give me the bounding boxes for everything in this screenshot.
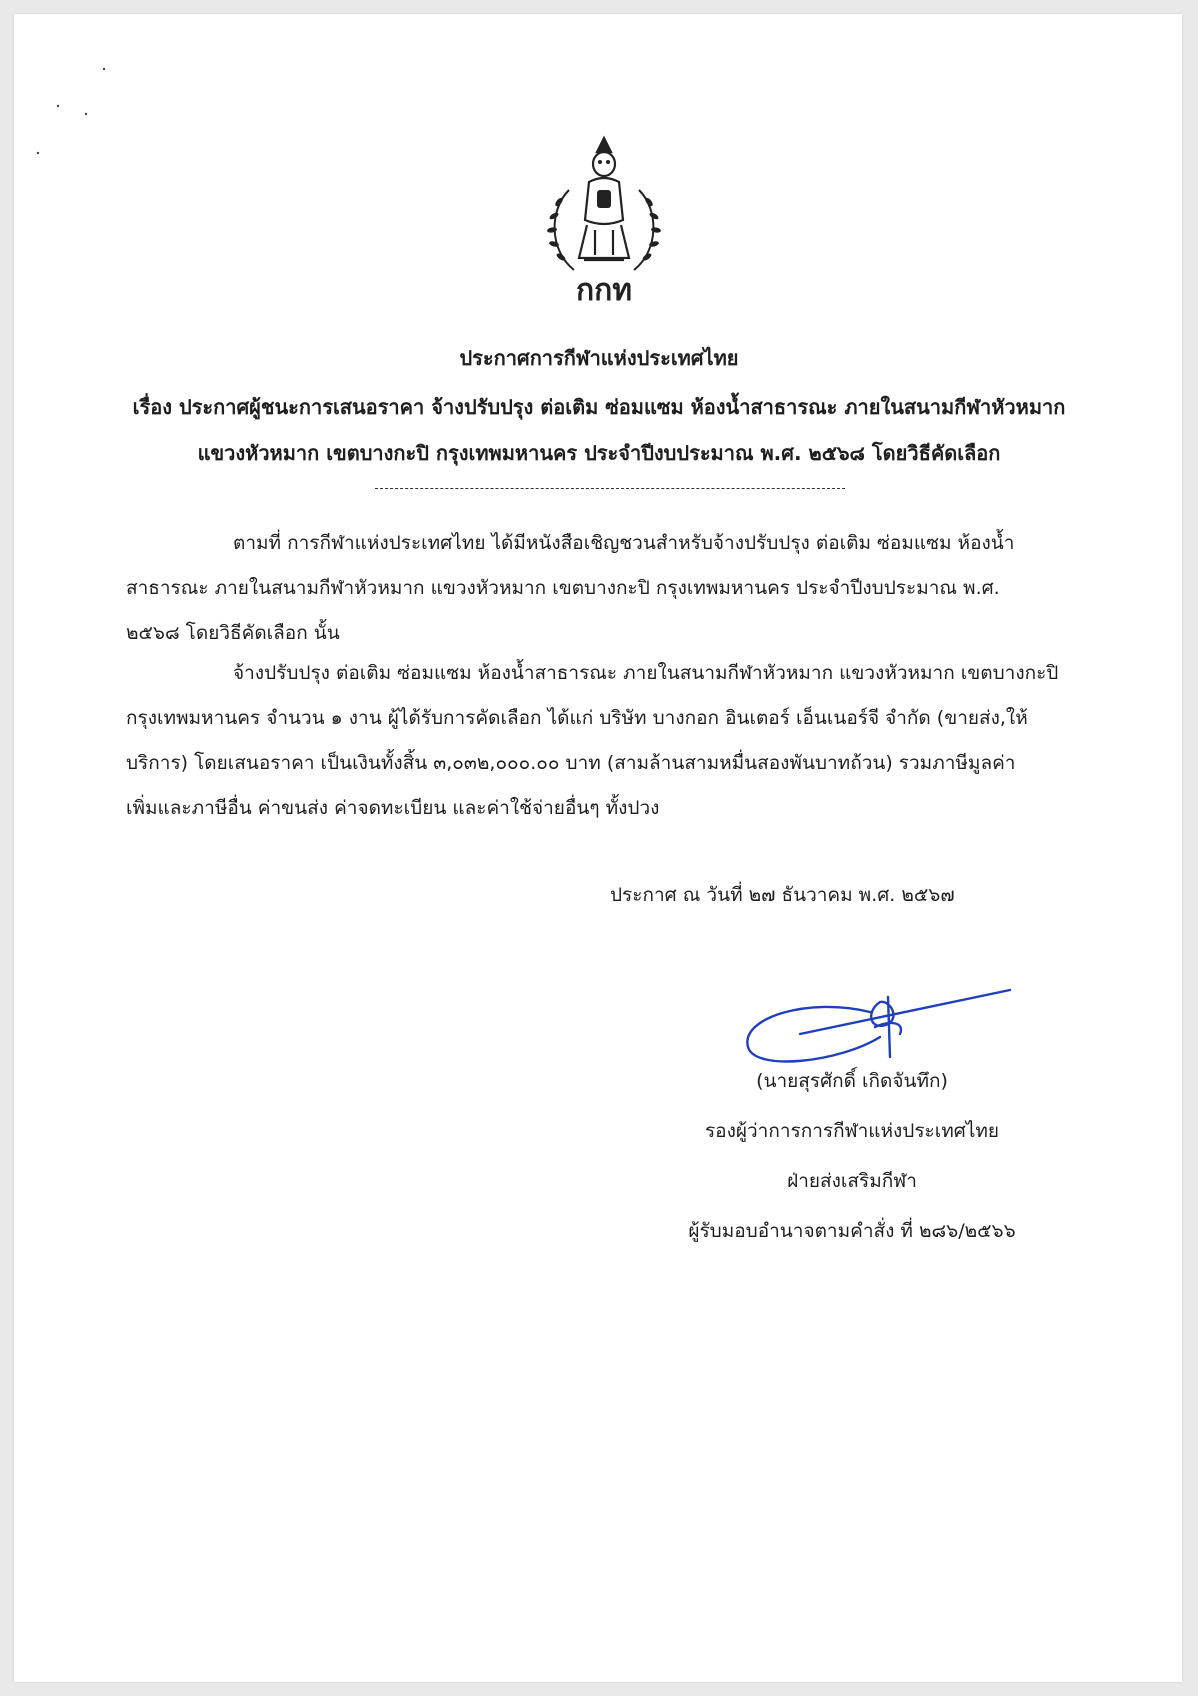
paragraph-1-line-1: ตามที่ การกีฬาแห่งประเทศไทย ได้มีหนังสือเชิญชวนสำหรับจ้างปรับปรุง ต่อเติม ซ่อมแซม ห้องน้ำ	[233, 532, 1015, 554]
handwritten-signature	[730, 972, 1020, 1082]
announcement-date: ประกาศ ณ วันที่ ๒๗ ธันวาคม พ.ศ. ๒๕๖๗	[610, 884, 955, 906]
paragraph-1-line-2: สาธารณะ ภายในสนามกีฬาหัวหมาก แขวงหัวหมาก เขตบางกะปิ กรุงเทพมหานคร ประจำปีงบประมาณ พ.ศ.	[126, 577, 1000, 599]
sat-emblem-logo	[539, 130, 669, 310]
svg-text:กกท: กกท	[575, 273, 633, 308]
document-title: ประกาศการกีฬาแห่งประเทศไทย	[459, 346, 739, 370]
scan-specks	[14, 14, 154, 194]
paragraph-2-line-1: จ้างปรับปรุง ต่อเติม ซ่อมแซม ห้องน้ำสาธารณะ ภายในสนามกีฬาหัวหมาก แขวงหัวหมาก เขตบางกะปิ	[233, 662, 1059, 684]
paragraph-1-line-3: ๒๕๖๘ โดยวิธีคัดเลือก นั้น	[126, 622, 340, 644]
header-divider	[375, 488, 845, 489]
paragraph-2-line-3: บริการ) โดยเสนอราคา เป็นเงินทั้งสิ้น ๓,๐๓๒,๐๐๐.๐๐ บาท (สามล้านสามหมื่นสองพันบาทถ้วน) รวมภาษีมูลค่า	[126, 752, 1016, 774]
subject-line-1: เรื่อง ประกาศผู้ชนะการเสนอราคา จ้างปรับปรุง ต่อเติม ซ่อมแซม ห้องน้ำสาธารณะ ภายในสนามกีฬาหัวหมาก	[132, 395, 1066, 419]
paragraph-2-line-4: เพิ่มและภาษีอื่น ค่าขนส่ง ค่าจดทะเบียน และค่าใช้จ่ายอื่นๆ ทั้งปวง	[126, 797, 660, 819]
signatory-department: ฝ่ายส่งเสริมกีฬา	[787, 1170, 917, 1192]
subject-line-2: แขวงหัวหมาก เขตบางกะปิ กรุงเทพมหานคร ประจำปีงบประมาณ พ.ศ. ๒๕๖๘ โดยวิธีคัดเลือก	[197, 441, 1001, 465]
signatory-name: (นายสุรศักดิ์ เกิดจันทึก)	[756, 1070, 948, 1092]
paragraph-2-line-2: กรุงเทพมหานคร จำนวน ๑ งาน ผู้ได้รับการคัดเลือก ได้แก่ บริษัท บางกอก อินเตอร์ เอ็นเนอร์จี จำกัด (ขายส่ง,ให้	[126, 707, 1028, 729]
signatory-authority: ผู้รับมอบอำนาจตามคำสั่ง ที่ ๒๘๖/๒๕๖๖	[688, 1220, 1016, 1242]
signatory-position: รองผู้ว่าการการกีฬาแห่งประเทศไทย	[704, 1120, 1000, 1142]
